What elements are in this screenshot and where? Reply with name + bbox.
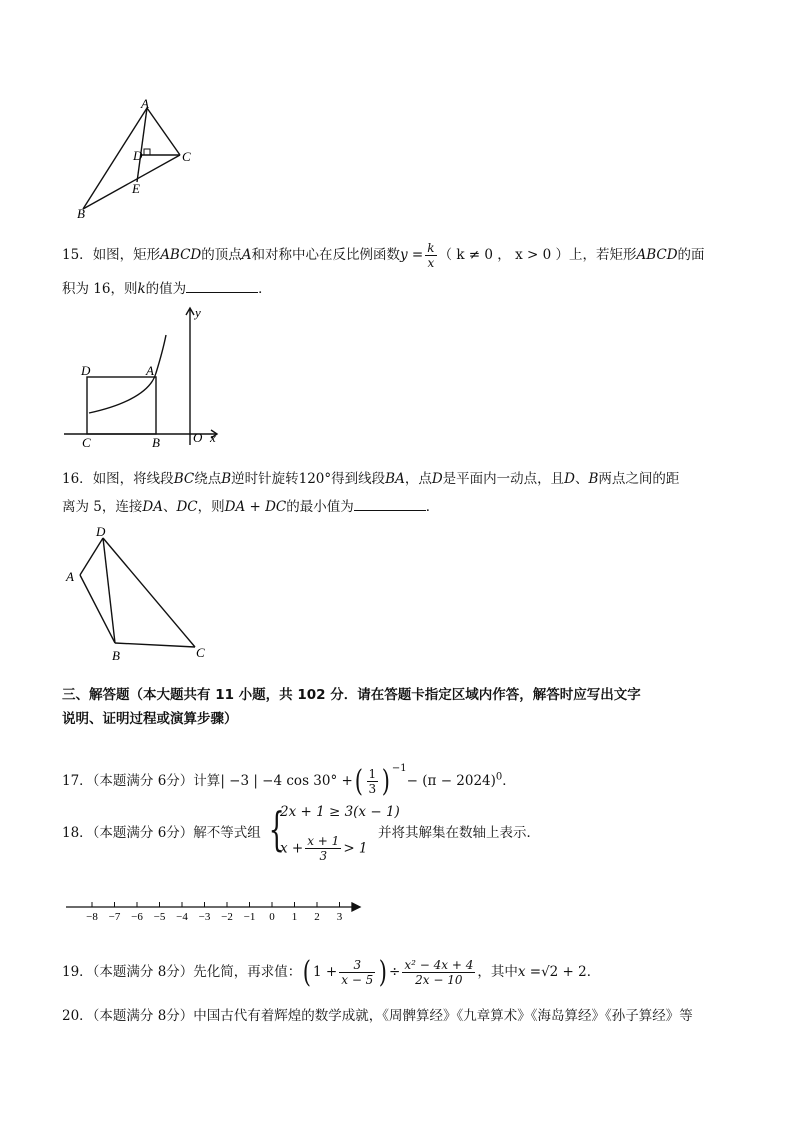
q15-line1: 15．如图，矩形ABCD的顶点A和对称中心在反比例函数y = $\frac{k}{x}$ （ k ≠ 0 ， x > 0 ）上，若矩形ABCD的面: [62, 241, 705, 270]
q14-figure: [70, 98, 210, 220]
q15-answer-blank[interactable]: [186, 278, 258, 293]
q19-fraction-2: $\frac{\text{x² − 4x + 4}}{2x - 10}$: [404, 958, 474, 987]
q16-answer-blank[interactable]: [354, 496, 426, 511]
section3-title: 三、解答题（本大题共有 11 小题，共 102 分．请在答题卡指定区域内作答，解答时应写出文字: [62, 687, 641, 703]
axis-tick-label: 0: [269, 911, 275, 923]
q15-label-c: C: [82, 435, 91, 447]
q16-figure: [60, 525, 220, 670]
q16-label-a: A: [66, 569, 74, 584]
q18-system: { 2x + 1 ≥ 3(x − 1) x + $\frac{x + 1}{3}$ > 1: [268, 802, 400, 863]
axis-tick-label: 1: [291, 911, 298, 923]
q15-figure: [62, 305, 232, 447]
q14-label-b: B: [77, 206, 85, 220]
axis-tick-label: −4: [176, 911, 188, 923]
q15-label-b: B: [152, 435, 160, 447]
q15-label-x: x: [210, 430, 216, 445]
q18-label: 18．（本题满分 6分）解不等式组: [62, 825, 261, 841]
axis-tick-label: −8: [86, 911, 98, 923]
axis-tick-label: 3: [336, 911, 343, 923]
axis-tick-label: −3: [198, 911, 211, 923]
q18-tail: 并将其解集在数轴上表示．: [378, 825, 540, 841]
q18-number-line: [62, 893, 362, 923]
q14-label-e: E: [132, 181, 140, 196]
axis-tick-label: −6: [131, 911, 143, 923]
q14-label-d: D: [133, 148, 143, 163]
q17: 17．（本题满分 6分）计算| −3 | −4 cos 30° +( $\frac{1}{3}$ ) $^{-1}- (\pi - 2024)^0$．: [62, 763, 516, 799]
q16-label-d: D: [96, 525, 106, 539]
axis-tick-label: −2: [221, 911, 233, 923]
q19-fraction-1: $\frac{3}{x - 5}$: [341, 958, 374, 987]
q15-line2: 积为 16，则k的值为 ．: [62, 278, 272, 299]
axis-tick-label: 2: [314, 911, 320, 923]
q16-line1: 16．如图，将线段BC绕点B逆时针旋转120°得到线段BA，点D是平面内一动点，且D、B两点之间的距: [62, 471, 680, 487]
q20: 20．（本题满分 8分）中国古代有着辉煌的数学成就，《周髀算经》《九章算术》《海岛算经》《孙子算经》等: [62, 1008, 693, 1024]
axis-tick-label: −7: [108, 911, 121, 923]
section3-subtitle: 说明、证明过程或演算步骤）: [62, 711, 238, 727]
q19: 19．（本题满分 8分）先化简，再求值：( 1 + $\frac{3}{x - 5}$ ) ÷ $\frac{\text{x² − 4x + 4}}{2x - 10}$ ，其中x =√2 + 2．: [62, 954, 601, 990]
q15-label-y: y: [195, 305, 201, 320]
q16-line2: 离为 5，连接DA、DC，则DA + DC的最小值为 ．: [62, 496, 439, 517]
q15-label-o: O: [193, 430, 203, 445]
q14-label-c: C: [182, 149, 191, 164]
q16-label-c: C: [196, 645, 205, 660]
q15-fraction: $\frac{k}{x}$: [427, 241, 435, 270]
q16-label-b: B: [112, 648, 120, 663]
q17-fraction: $\frac{1}{3}$: [368, 767, 377, 796]
q14-label-a: A: [141, 98, 149, 111]
axis-tick-label: −5: [153, 911, 166, 923]
axis-tick-label: −1: [243, 911, 256, 923]
q15-label-d: D: [81, 363, 91, 378]
q15-label-a: A: [146, 363, 154, 378]
